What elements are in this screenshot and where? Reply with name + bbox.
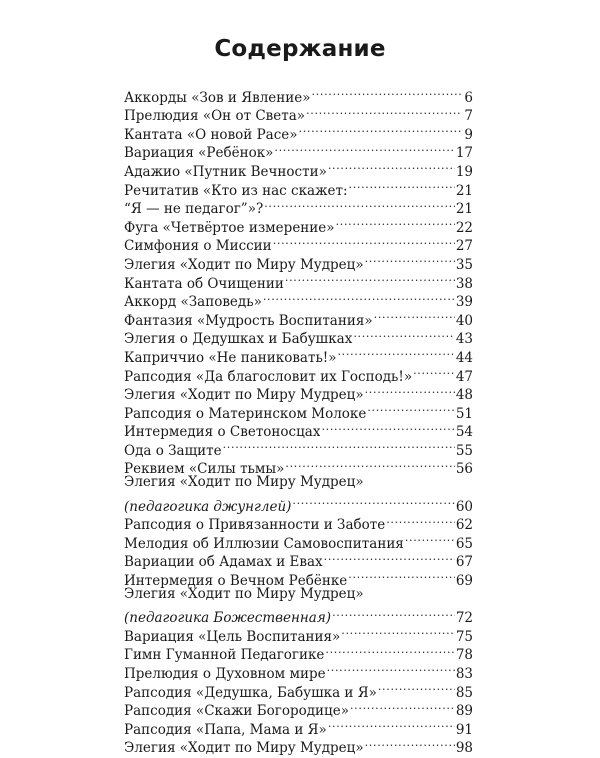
toc-entry-page-number: 19 bbox=[455, 163, 473, 180]
toc-leader-dots bbox=[299, 120, 462, 139]
toc-leader-dots bbox=[413, 362, 455, 381]
toc-entry-page-number: 17 bbox=[455, 145, 473, 162]
toc-leader-dots bbox=[374, 306, 455, 325]
toc-leader-dots bbox=[328, 157, 455, 176]
toc-entry-page-number: 40 bbox=[455, 312, 473, 329]
toc-entry-page-number: 83 bbox=[455, 666, 473, 682]
toc-entry-title: Фантазия «Мудрость Воспитания» bbox=[124, 312, 373, 329]
toc-entry-title: Интермедия о Вечном Ребёнке bbox=[124, 573, 348, 590]
toc-entry-page-number: 44 bbox=[455, 349, 473, 366]
toc-entry-title: Рапсодия «Папа, Мама и Я» bbox=[124, 721, 327, 738]
toc-entry-page-number: 67 bbox=[455, 554, 473, 571]
toc-leader-dots bbox=[337, 343, 454, 362]
toc-entry-title: Рапсодия «Да благословит их Господь!» bbox=[124, 368, 413, 385]
toc-entry-title: Адажио «Путник Вечности» bbox=[124, 163, 327, 180]
toc-entry-page-number: 35 bbox=[455, 256, 473, 273]
toc-leader-dots bbox=[405, 529, 455, 548]
toc-entry-title: Вариации об Адамах и Евах bbox=[124, 554, 323, 571]
toc-leader-dots bbox=[332, 604, 455, 623]
toc-entry-page-number: 48 bbox=[455, 387, 473, 404]
toc-leader-dots bbox=[285, 269, 455, 288]
toc-entry-title: Элегия о Дедушках и Бабушках bbox=[124, 331, 353, 348]
toc-leader-dots bbox=[263, 288, 455, 307]
toc-entry-title: Интермедия о Светоносцах bbox=[124, 424, 321, 441]
toc-leader-dots bbox=[306, 102, 462, 121]
toc-leader-dots bbox=[365, 250, 455, 269]
toc-entry-title: Рапсодия «Скажи Богородице» bbox=[124, 703, 349, 720]
toc-leader-dots bbox=[348, 566, 455, 585]
toc-entry-page-number: 38 bbox=[455, 275, 473, 292]
toc-entry-page-number: 65 bbox=[455, 535, 473, 552]
toc-leader-dots bbox=[350, 697, 455, 716]
toc-entry-title: Симфония о Миссии bbox=[124, 238, 272, 255]
toc-leader-dots bbox=[321, 418, 454, 437]
toc-entry-page-number: 47 bbox=[455, 368, 473, 385]
toc-leader-dots bbox=[365, 381, 455, 400]
toc-leader-dots bbox=[292, 492, 454, 511]
page-title: Содержание bbox=[214, 36, 386, 62]
toc-leader-dots bbox=[312, 83, 462, 102]
toc-entry-page-number: 69 bbox=[455, 573, 473, 590]
toc-entry-title: Гимн Гуманной Педагогике bbox=[124, 647, 325, 664]
toc-leader-dots bbox=[353, 325, 454, 344]
toc-entry-title: Прелюдия «Он от Света» bbox=[124, 108, 306, 125]
toc-entry-page-number: 56 bbox=[455, 461, 473, 478]
toc-entry-title: Вариация «Ребёнок» bbox=[124, 145, 274, 162]
toc-entry-title: Вариация «Цель Воспитания» bbox=[124, 628, 341, 645]
toc-entry bbox=[124, 604, 473, 627]
toc-entry-page-number: 55 bbox=[455, 442, 473, 459]
toc-entry-title: Элегия «Ходит по Миру Мудрец» bbox=[124, 387, 364, 404]
toc-entry-page-number: 72 bbox=[455, 610, 473, 627]
toc-leader-dots bbox=[264, 195, 455, 214]
toc-leader-dots bbox=[327, 659, 455, 678]
toc-entry-title: Ода о Защите bbox=[124, 442, 222, 459]
toc-entry-title: Речитатив «Кто из нас скажет: bbox=[124, 182, 348, 199]
toc-entry-page-number: 22 bbox=[455, 219, 473, 236]
toc-entry bbox=[124, 585, 473, 604]
toc-entry-page-number: 98 bbox=[455, 740, 473, 757]
toc-entry bbox=[124, 83, 473, 106]
toc-entry-title: Элегия «Ходит по Миру Мудрец» bbox=[124, 740, 364, 757]
toc-entry-title: Кантата «О новой Расе» bbox=[124, 126, 298, 143]
toc-entry-page-number: 85 bbox=[455, 684, 473, 701]
toc-entry-page-number: 75 bbox=[455, 628, 473, 645]
toc-entry-page-number: 89 bbox=[455, 703, 473, 720]
toc-entry-title: Прелюдия о Духовном мире bbox=[124, 666, 326, 682]
toc-entry-title: Элегия «Ходит по Миру Мудрец» bbox=[124, 474, 364, 491]
toc-entry-page-number: 62 bbox=[455, 517, 473, 534]
toc-leader-dots bbox=[285, 455, 454, 474]
toc-entry-title: Рапсодия о Привязанности и Заботе bbox=[124, 517, 386, 534]
toc-entry-page-number: 51 bbox=[455, 405, 473, 422]
toc-entry-title: (педагогика джунглей) bbox=[124, 498, 292, 515]
toc-entry-title: Мелодия об Иллюзии Самовоспитания bbox=[124, 535, 404, 552]
toc-entry-title: Аккорды «Зов и Явление» bbox=[124, 89, 311, 106]
toc-leader-dots bbox=[274, 139, 454, 158]
toc-leader-dots bbox=[386, 511, 455, 530]
toc-leader-dots bbox=[223, 436, 455, 455]
toc-entry-title: Рапсодия «Дедушка, Бабушка и Я» bbox=[124, 684, 377, 701]
toc-entry-title: (педагогика Божественная) bbox=[124, 610, 332, 627]
toc-entry-title: Рапсодия о Материнском Молоке bbox=[124, 405, 367, 422]
toc-entry-page-number: 60 bbox=[455, 498, 473, 515]
toc-entry-title: Аккорд «Заповедь» bbox=[124, 294, 262, 311]
toc-entry bbox=[124, 492, 473, 515]
toc-entry-page-number: 21 bbox=[455, 201, 473, 218]
toc-entry-page-number: 6 bbox=[464, 89, 473, 106]
toc-entry-page-number: 27 bbox=[455, 238, 473, 255]
toc-entry-page-number: 9 bbox=[464, 126, 473, 143]
toc-entry-title: Элегия «Ходит по Миру Мудрец» bbox=[124, 586, 364, 603]
toc-entry-title: Реквием «Силы тьмы» bbox=[124, 461, 285, 478]
toc-entry-title: Кантата об Очищении bbox=[124, 275, 284, 292]
toc-leader-dots bbox=[341, 622, 455, 641]
toc-entry bbox=[124, 473, 473, 492]
toc-entry-title: “Я — не педагог”»? bbox=[124, 201, 264, 218]
toc-leader-dots bbox=[378, 678, 455, 697]
toc-entry-page-number: 43 bbox=[455, 331, 473, 348]
toc-leader-dots bbox=[349, 176, 455, 195]
toc-entry-page-number: 91 bbox=[455, 721, 473, 738]
toc-leader-dots bbox=[273, 232, 455, 251]
toc-entry-page-number: 21 bbox=[455, 182, 473, 199]
toc-leader-dots bbox=[367, 399, 454, 418]
toc-entry-page-number: 54 bbox=[455, 424, 473, 441]
table-of-contents bbox=[124, 83, 473, 757]
toc-leader-dots bbox=[328, 715, 455, 734]
toc-entry-page-number: 78 bbox=[455, 647, 473, 664]
toc-entry-title: Элегия «Ходит по Миру Мудрец» bbox=[124, 256, 364, 273]
toc-entry-page-number: 39 bbox=[455, 294, 473, 311]
toc-entry-title: Фуга «Четвёртое измерение» bbox=[124, 219, 335, 236]
toc-entry-title: Каприччио «Не паниковать!» bbox=[124, 349, 337, 366]
toc-leader-dots bbox=[324, 548, 455, 567]
toc-leader-dots bbox=[325, 641, 454, 660]
toc-entry-page-number: 7 bbox=[464, 108, 473, 125]
toc-leader-dots bbox=[336, 213, 455, 232]
